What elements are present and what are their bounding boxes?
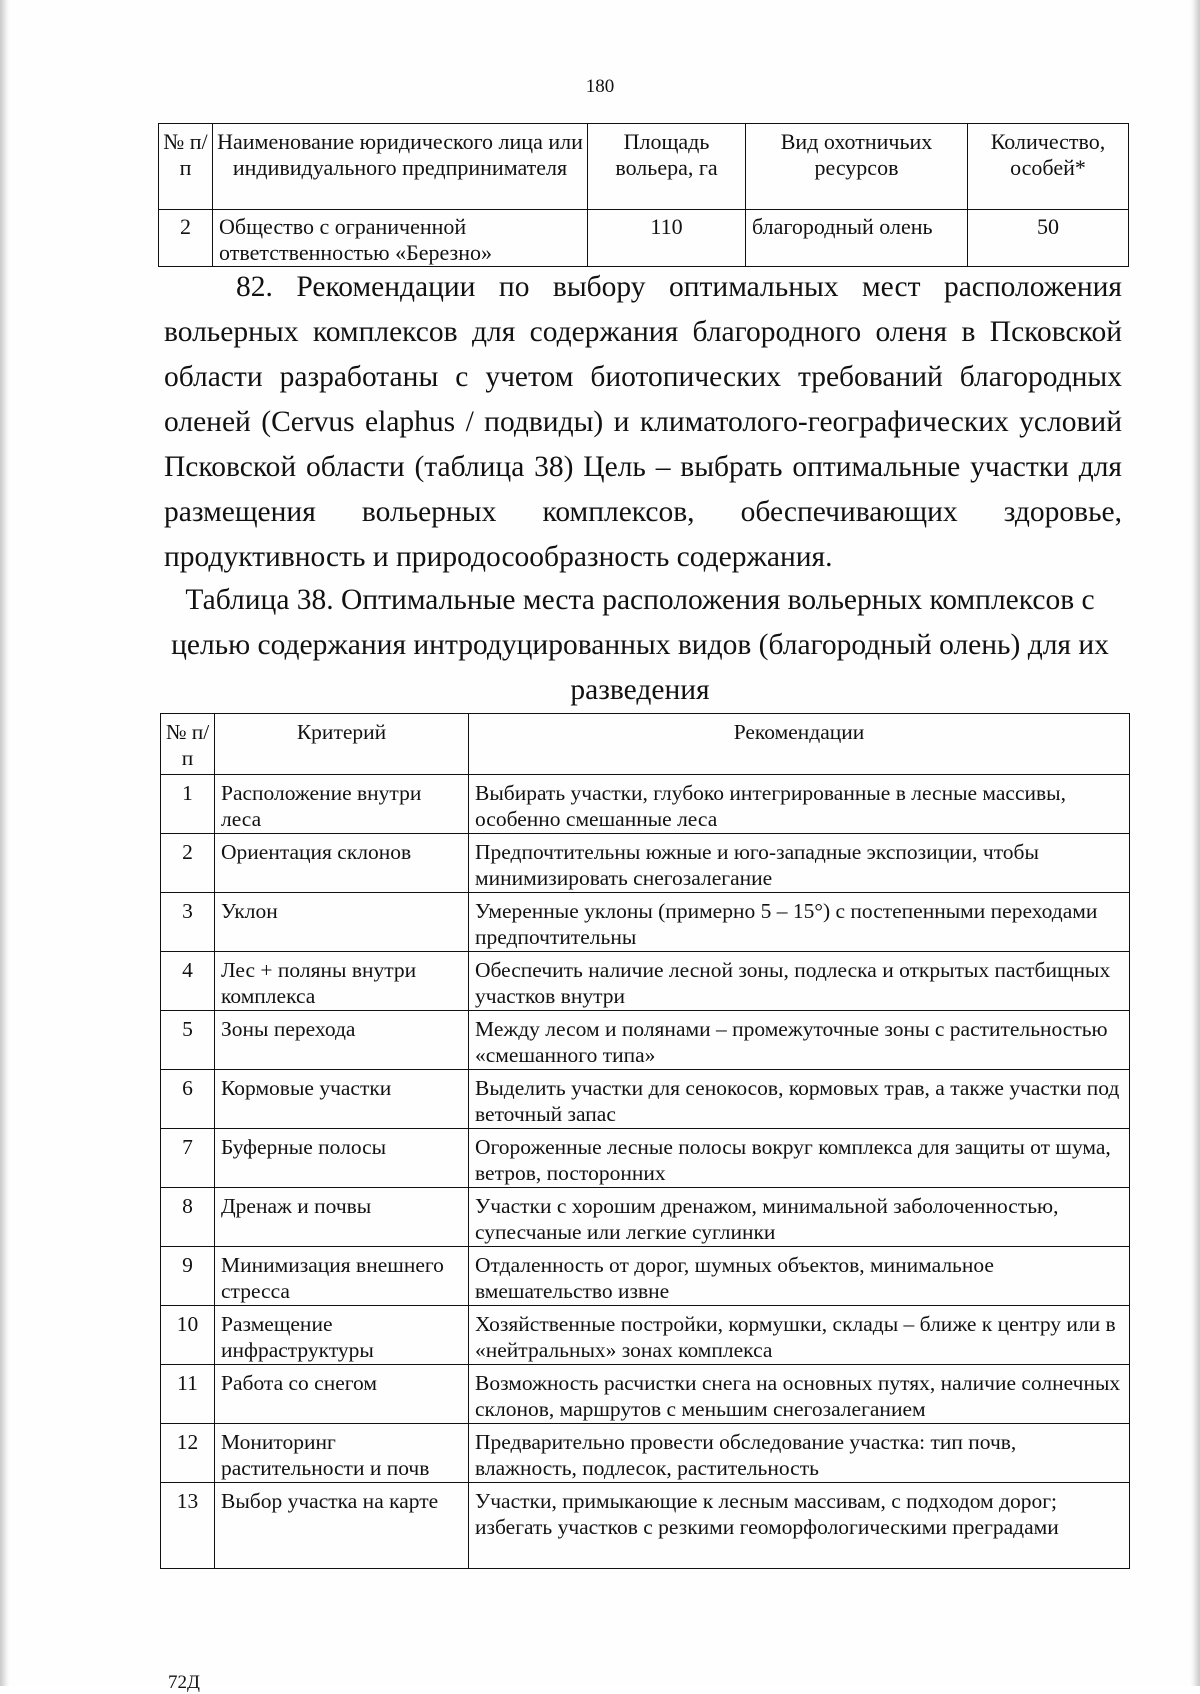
table-row	[161, 775, 1130, 834]
header-criterion: Критерий	[215, 714, 469, 775]
cell-recommendation: Выделить участки для сенокосов, кормовых трав, а также участки под веточный запас	[469, 1070, 1130, 1129]
header-num: № п/п	[161, 714, 215, 775]
cell-name: Общество с ограниченной ответственностью «Березно»	[213, 210, 588, 267]
scan-edge-left	[0, 0, 10, 1686]
cell-area: 110	[588, 210, 746, 267]
cell-num: 12	[161, 1424, 215, 1483]
cell-criterion: Дренаж и почвы	[215, 1188, 469, 1247]
cell-recommendation: Умеренные уклоны (примерно 5 – 15°) с постепенными переходами предпочтительны	[469, 893, 1130, 952]
cell-recommendation: Отдаленность от дорог, шумных объектов, минимальное вмешательство извне	[469, 1247, 1130, 1306]
cell-species: благородный олень	[746, 210, 968, 267]
enclosure-owners-table	[158, 123, 1129, 267]
header-area: Площадь вольера, га	[588, 124, 746, 210]
table-row	[161, 1247, 1130, 1306]
page-number: 180	[585, 76, 615, 97]
cell-num: 9	[161, 1247, 215, 1306]
table-38	[160, 713, 1130, 1569]
cell-criterion: Ориентация склонов	[215, 834, 469, 893]
table-row	[161, 893, 1130, 952]
cell-recommendation: Огороженные лесные полосы вокруг комплекса для защиты от шума, ветров, посторонних	[469, 1129, 1130, 1188]
paragraph-82: 82. Рекомендации по выбору оптимальных мест расположения вольерных комплексов для содержания благородного оленя в Псковской области разработаны с учетом биотопических требований благородных оленей (Cervus elaphus / подвиды) и климатолого-географических условий Псковской области (таблица 38) Цель – выбрать оптимальные участки для размещения вольерных комплексов, обеспечивающих здоровье, продуктивность и природосообразность содержания.	[164, 271, 1122, 573]
cell-recommendation: Обеспечить наличие лесной зоны, подлеска и открытых пастбищных участков внутри	[469, 952, 1130, 1011]
header-species: Вид охотничьих ресурсов	[746, 124, 968, 210]
cell-criterion: Выбор участка на карте	[215, 1483, 469, 1569]
header-recommendation: Рекомендации	[469, 714, 1130, 775]
table-row	[161, 1365, 1130, 1424]
cell-num: 6	[161, 1070, 215, 1129]
cell-recommendation: Предпочтительны южные и юго-западные экспозиции, чтобы минимизировать снегозалегание	[469, 834, 1130, 893]
cell-recommendation: Участки, примыкающие к лесным массивам, с подходом дорог; избегать участков с резкими геоморфологическими преградами	[469, 1483, 1130, 1569]
cell-num: 13	[161, 1483, 215, 1569]
table-row	[161, 1306, 1130, 1365]
cell-count: 50	[968, 210, 1129, 267]
table-row	[161, 834, 1130, 893]
cell-criterion: Размещение инфраструктуры	[215, 1306, 469, 1365]
cell-criterion: Мониторинг растительности и почв	[215, 1424, 469, 1483]
cell-criterion: Лес + поляны внутри комплекса	[215, 952, 469, 1011]
cell-criterion: Буферные полосы	[215, 1129, 469, 1188]
cell-criterion: Зоны перехода	[215, 1011, 469, 1070]
cell-recommendation: Между лесом и полянами – промежуточные зоны с растительностью «смешанного типа»	[469, 1011, 1130, 1070]
table-row	[161, 1483, 1130, 1569]
header-count: Количество, особей*	[968, 124, 1129, 210]
cell-num: 8	[161, 1188, 215, 1247]
cell-num: 1	[161, 775, 215, 834]
table-row	[161, 1070, 1130, 1129]
footer-code: 72Д	[168, 1672, 200, 1693]
cell-criterion: Минимизация внешнего стресса	[215, 1247, 469, 1306]
table-header-row	[161, 714, 1130, 775]
cell-recommendation: Выбирать участки, глубоко интегрированные в лесные массивы, особенно смешанные леса	[469, 775, 1130, 834]
header-name: Наименование юридического лица или индивидуального предпринимателя	[213, 124, 588, 210]
scan-edge-right	[1190, 0, 1200, 1686]
table-38-caption: Таблица 38. Оптимальные места расположения вольерных комплексов с целью содержания интродуцированных видов (благородный олень) для их разведения	[171, 584, 1109, 706]
cell-num: 5	[161, 1011, 215, 1070]
table-row	[161, 952, 1130, 1011]
header-num: № п/п	[159, 124, 213, 210]
cell-num: 3	[161, 893, 215, 952]
table-row	[161, 1188, 1130, 1247]
cell-recommendation: Возможность расчистки снега на основных путях, наличие солнечных склонов, маршрутов с меньшим снегозалеганием	[469, 1365, 1130, 1424]
table-header-row	[159, 124, 1129, 210]
cell-recommendation: Предварительно провести обследование участка: тип почв, влажность, подлесок, растительность	[469, 1424, 1130, 1483]
cell-criterion: Кормовые участки	[215, 1070, 469, 1129]
cell-criterion: Расположение внутри леса	[215, 775, 469, 834]
cell-criterion: Уклон	[215, 893, 469, 952]
cell-num: 2	[161, 834, 215, 893]
cell-recommendation: Участки с хорошим дренажом, минимальной заболоченностью, супесчаные или легкие суглинки	[469, 1188, 1130, 1247]
cell-num: 2	[159, 210, 213, 267]
table-row	[161, 1011, 1130, 1070]
table-row	[159, 210, 1129, 267]
cell-recommendation: Хозяйственные постройки, кормушки, склады – ближе к центру или в «нейтральных» зонах комплекса	[469, 1306, 1130, 1365]
cell-criterion: Работа со снегом	[215, 1365, 469, 1424]
table-row	[161, 1129, 1130, 1188]
cell-num: 7	[161, 1129, 215, 1188]
cell-num: 10	[161, 1306, 215, 1365]
cell-num: 11	[161, 1365, 215, 1424]
cell-num: 4	[161, 952, 215, 1011]
table-row	[161, 1424, 1130, 1483]
